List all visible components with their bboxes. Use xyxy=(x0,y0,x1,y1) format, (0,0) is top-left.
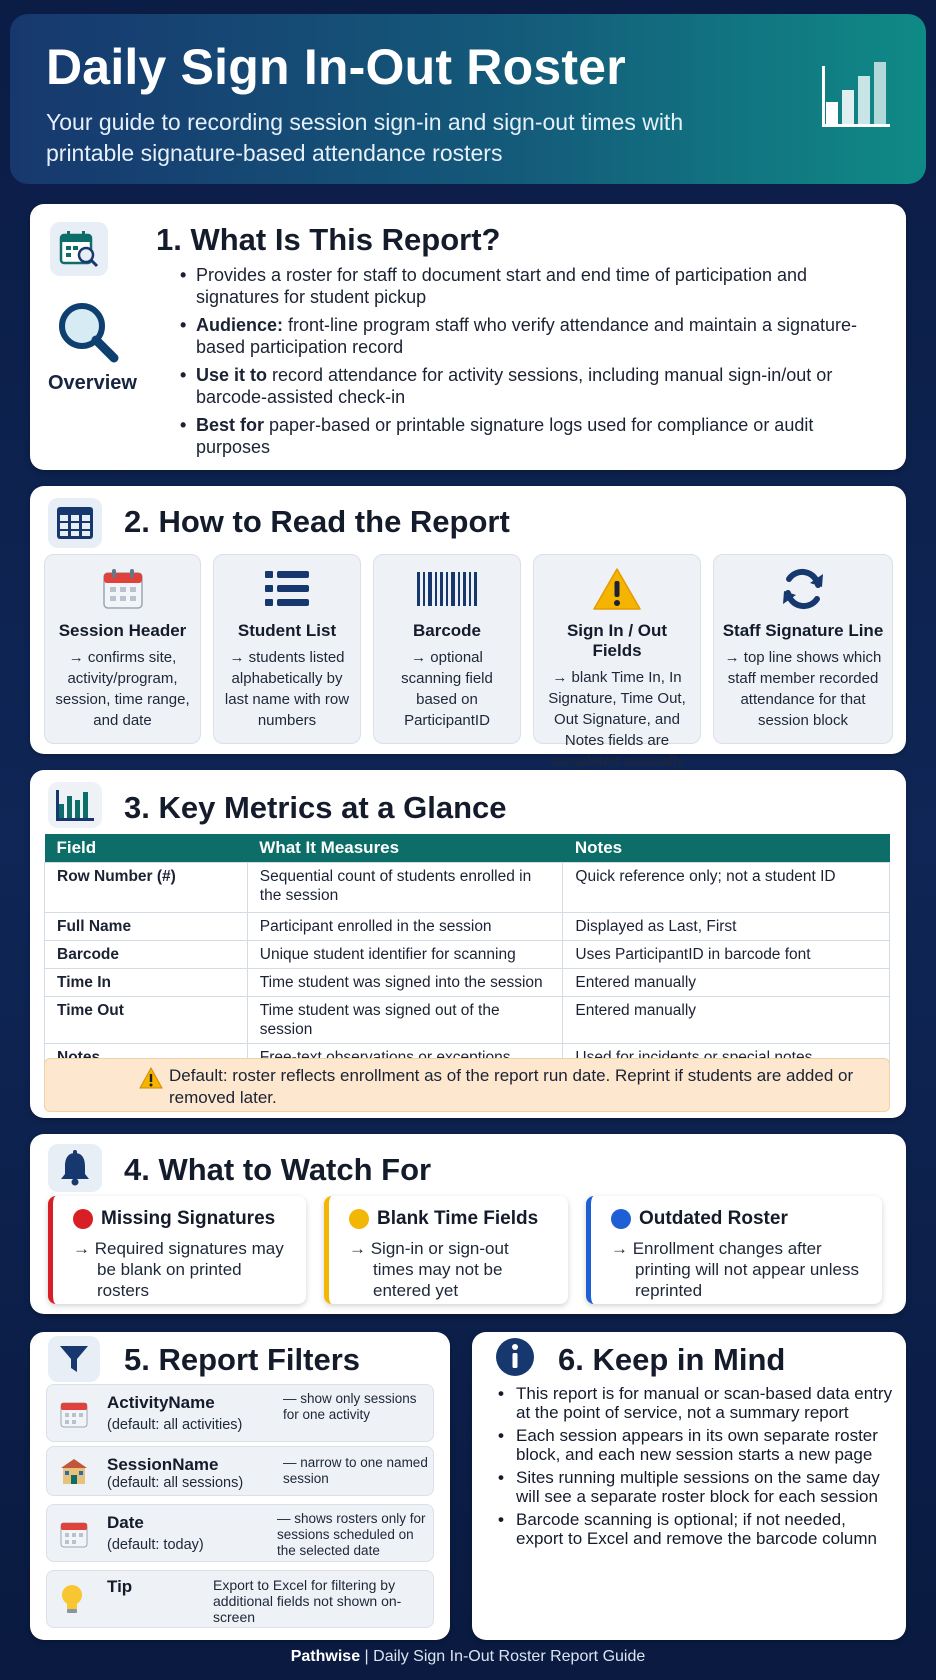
bullet-item: • This report is for manual or scan-based data entry at the point of service, not a summary report xyxy=(498,1384,896,1422)
tile-session-header xyxy=(44,554,201,744)
tile-sign-in-out-fields xyxy=(533,554,701,770)
watch-item-missing-signatures xyxy=(48,1196,306,1304)
filter-default: (default: today) xyxy=(107,1537,204,1553)
table-row xyxy=(45,941,890,969)
table-cell: Row Number (#) xyxy=(45,863,248,913)
overview-bullet-list xyxy=(180,264,870,464)
bar-chart-icon xyxy=(822,50,892,130)
section-title: 5. Report Filters xyxy=(124,1342,360,1377)
table-cell: Time student was signed into the session xyxy=(247,969,563,997)
watch-description: → Required signatures may be blank on printed rosters xyxy=(73,1239,284,1300)
watch-title: Outdated Roster xyxy=(639,1208,788,1229)
column-header: What It Measures xyxy=(247,834,563,863)
tile-description: → blank Time In, In Signature, Time Out, Out Signature, and Notes fields are completed manually xyxy=(548,669,686,770)
filter-funnel-icon xyxy=(48,1336,100,1382)
section-title: 6. Keep in Mind xyxy=(558,1342,786,1377)
filter-description: — shows rosters only for sessions scheduled on the selected date xyxy=(277,1511,426,1558)
calendar-icon xyxy=(59,1519,89,1549)
calendar-search-icon xyxy=(50,222,108,276)
warning-icon xyxy=(592,567,642,611)
table-row xyxy=(45,863,890,913)
header-banner xyxy=(10,14,926,184)
filter-name: SessionName xyxy=(107,1455,219,1474)
table-cell: Sequential count of students enrolled in the session xyxy=(247,863,563,913)
info-icon xyxy=(494,1336,536,1378)
red-dot-icon xyxy=(73,1209,93,1229)
section-title: 3. Key Metrics at a Glance xyxy=(124,790,507,825)
table-header-row xyxy=(45,834,890,863)
filter-name: Date xyxy=(107,1513,144,1532)
default-note xyxy=(44,1058,890,1112)
lightbulb-icon xyxy=(59,1583,85,1615)
table-cell: Entered manually xyxy=(563,969,890,997)
school-building-icon xyxy=(59,1457,89,1487)
table-cell: Uses ParticipantID in barcode font xyxy=(563,941,890,969)
tile-description: → confirms site, activity/program, session, time range, and date xyxy=(55,649,190,729)
metrics-table xyxy=(44,834,890,1072)
table-cell: Participant enrolled in the session xyxy=(247,913,563,941)
filter-session-name xyxy=(46,1446,434,1496)
bullet-item: • Provides a roster for staff to document start and end time of participation and signatures for student pickup xyxy=(180,264,870,308)
bullet-item: • Sites running multiple sessions on the same day will see a separate roster block for each session xyxy=(498,1468,896,1506)
filter-default: (default: all activities) xyxy=(107,1417,243,1433)
watch-title: Missing Signatures xyxy=(101,1208,276,1229)
warning-icon xyxy=(139,1067,163,1089)
bell-icon xyxy=(48,1144,102,1192)
overview-label: Overview xyxy=(48,372,137,394)
column-header: Notes xyxy=(563,834,890,863)
page-title: Daily Sign In-Out Roster xyxy=(46,39,626,95)
section-report-filters xyxy=(30,1332,450,1640)
section-keep-in-mind xyxy=(472,1332,906,1640)
watch-item-blank-time-fields xyxy=(324,1196,568,1304)
watch-description: → Sign-in or sign-out times may not be entered yet xyxy=(349,1239,509,1300)
section-title: 2. How to Read the Report xyxy=(124,504,510,539)
tip-text: Export to Excel for filtering by additional fields not shown on-screen xyxy=(213,1577,402,1625)
section-what-is-report xyxy=(30,204,906,470)
list-icon xyxy=(263,568,311,610)
tile-title: Student List xyxy=(237,621,337,640)
table-row xyxy=(45,997,890,1044)
tile-description: → optional scanning field based on ParticipantID xyxy=(401,649,493,729)
watch-item-outdated-roster xyxy=(586,1196,882,1304)
filter-date xyxy=(46,1504,434,1562)
tile-title: Sign In / Out Fields xyxy=(566,621,668,660)
tile-description: → top line shows which staff member recorded attendance for that session block xyxy=(724,649,882,729)
filter-default: (default: all sessions) xyxy=(107,1475,244,1491)
page-subtitle: Your guide to recording session sign-in and sign-out times with printable signature-based attendance rosters xyxy=(46,109,684,166)
keep-in-mind-list xyxy=(498,1384,896,1552)
bullet-item: • Audience: front-line program staff who verify attendance and maintain a signature-based participation record xyxy=(180,314,870,358)
calendar-icon xyxy=(59,1399,89,1429)
table-grid-icon xyxy=(48,498,102,548)
tile-staff-signature-line xyxy=(713,554,893,744)
tile-student-list xyxy=(213,554,361,744)
tile-description: → students listed alphabetically by last name with row numbers xyxy=(224,649,350,729)
tile-title: Staff Signature Line xyxy=(722,621,884,640)
table-cell: Time In xyxy=(45,969,248,997)
barcode-icon xyxy=(415,570,479,608)
table-cell: Displayed as Last, First xyxy=(563,913,890,941)
bullet-item: • Best for paper-based or printable signature logs used for compliance or audit purposes xyxy=(180,414,870,458)
filter-description: — narrow to one named session xyxy=(283,1455,428,1486)
tile-title: Session Header xyxy=(58,621,187,640)
watch-description: → Enrollment changes after printing will not appear unless reprinted xyxy=(611,1239,859,1300)
tip-label: Tip xyxy=(107,1577,133,1596)
section-title: 1. What Is This Report? xyxy=(156,222,501,257)
footer-text: | Daily Sign In-Out Roster Report Guide xyxy=(360,1648,646,1665)
table-row xyxy=(45,913,890,941)
refresh-icon xyxy=(780,567,826,611)
table-cell: Entered manually xyxy=(563,997,890,1044)
footer xyxy=(0,1648,936,1666)
magnifier-icon xyxy=(56,300,120,364)
section-what-to-watch xyxy=(30,1134,906,1314)
section-how-to-read xyxy=(30,486,906,770)
note-text: Default: roster reflects enrollment as of the report run date. Reprint if students are added or removed later. xyxy=(169,1066,854,1107)
table-cell: Barcode xyxy=(45,941,248,969)
bullet-item: • Use it to record attendance for activity sessions, including manual sign-in/out or barcode-assisted check-in xyxy=(180,364,870,408)
bar-chart-icon xyxy=(48,782,102,828)
table-cell: Quick reference only; not a student ID xyxy=(563,863,890,913)
filter-tip xyxy=(46,1570,434,1628)
filter-activity-name xyxy=(46,1384,434,1442)
bullet-item: • Barcode scanning is optional; if not needed, export to Excel and remove the barcode column xyxy=(498,1510,896,1548)
filter-name: ActivityName xyxy=(107,1393,215,1412)
blue-dot-icon xyxy=(611,1209,631,1229)
tile-title: Barcode xyxy=(412,621,482,640)
table-cell: Full Name xyxy=(45,913,248,941)
tile-barcode xyxy=(373,554,521,744)
filter-description: — show only sessions for one activity xyxy=(283,1391,417,1422)
table-cell: Time Out xyxy=(45,997,248,1044)
table-cell: Time student was signed out of the session xyxy=(247,997,563,1044)
footer-brand: Pathwise xyxy=(290,1648,361,1665)
table-cell: Unique student identifier for scanning xyxy=(247,941,563,969)
table-row xyxy=(45,969,890,997)
watch-title: Blank Time Fields xyxy=(377,1208,539,1229)
bullet-item: • Each session appears in its own separate roster block, and each new session starts a new page xyxy=(498,1426,896,1464)
section-key-metrics xyxy=(30,770,906,1118)
section-title: 4. What to Watch For xyxy=(124,1152,432,1187)
yellow-dot-icon xyxy=(349,1209,369,1229)
calendar-icon xyxy=(101,567,145,611)
column-header: Field xyxy=(45,834,248,863)
